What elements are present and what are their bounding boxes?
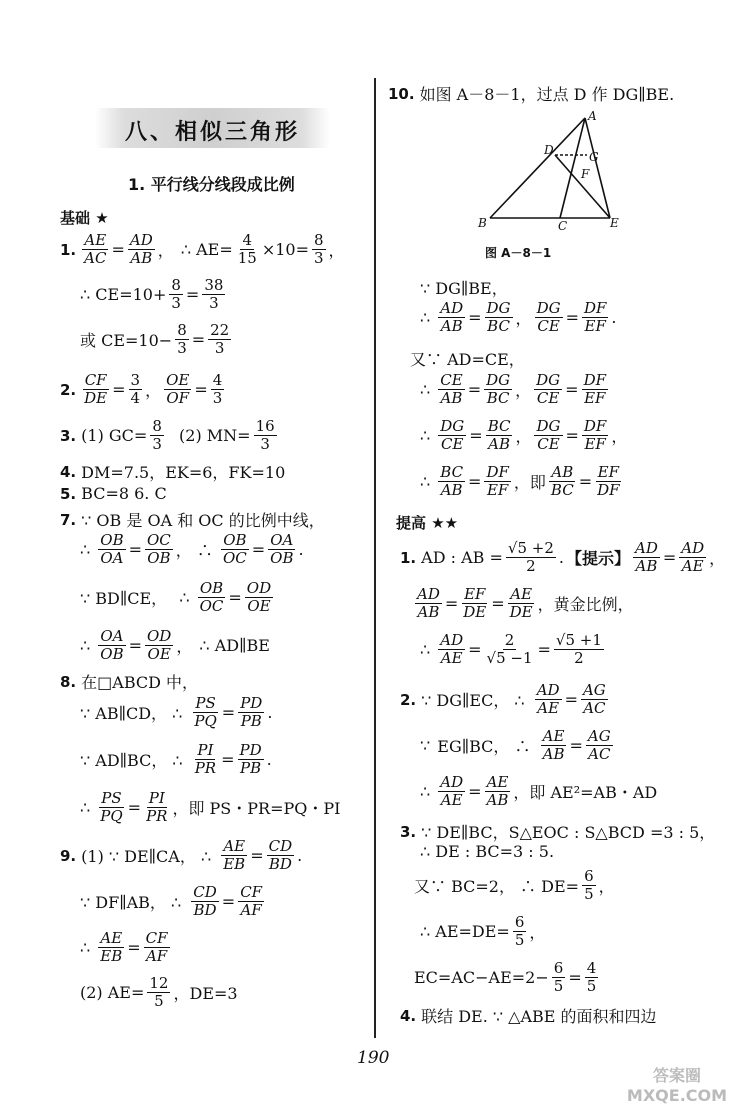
fraction: $\frac{PD}{PB}$ [240, 694, 263, 730]
q5-q6: 5. BC=8 6. C [60, 484, 167, 503]
q8-line2: ∵ AB∥CD， ∴ $\frac{PS}{PQ}$ = $\frac{PD}{PB}$ . [80, 694, 273, 730]
fraction: $\frac{DG}{BC}$ [486, 299, 511, 335]
fraction: $\frac{CD}{BD}$ [268, 837, 293, 873]
fraction: $\frac{38}{3}$ [204, 276, 224, 312]
fraction: $\frac{√5 +1}{2}$ [555, 631, 602, 667]
point-g-label: G [589, 150, 599, 164]
fraction: $\frac{6}{5}$ [514, 913, 525, 949]
q1-line2: ∴ CE=10+ $\frac{8}{3}$ = $\frac{38}{3}$ [80, 276, 224, 312]
fraction: $\frac{PS}{PQ}$ [194, 694, 217, 730]
fraction: $\frac{2}{√5 -1}$ [486, 631, 533, 667]
q7-line3: ∵ BD∥CE， ∴ $\frac{OB}{OC}$ = $\frac{OD}{OE}$ [80, 579, 272, 615]
q2: 2. $\frac{CF}{DE}$ = $\frac{3}{4}$ ， $\frac{OE}{OF}$ = $\frac{4}{3}$ [60, 371, 223, 407]
fraction: $\frac{AD}{AB}$ [440, 299, 464, 335]
fraction: $\frac{EF}{DF}$ [597, 463, 620, 499]
fraction: $\frac{DG}{BC}$ [486, 371, 511, 407]
fraction: $\frac{DF}{EF}$ [583, 417, 607, 453]
fraction: $\frac{PI}{PR}$ [194, 741, 217, 777]
chapter-title-banner [95, 108, 330, 148]
fraction: $\frac{AE}{AB}$ [542, 727, 565, 763]
point-a-label: A [588, 110, 597, 123]
fraction: $\frac{OB}{OA}$ [100, 531, 124, 567]
fraction: $\frac{8}{3}$ [171, 276, 181, 312]
fraction: $\frac{16}{3}$ [255, 417, 275, 453]
fraction: $\frac{8}{3}$ [313, 231, 324, 267]
point-e-label: E [610, 216, 619, 230]
point-b-label: B [478, 216, 487, 230]
fraction: $\frac{AG}{AC}$ [587, 727, 611, 763]
fraction: $\frac{CF}{DE}$ [84, 371, 108, 407]
fraction: $\frac{CD}{BD}$ [193, 883, 217, 919]
fraction: $\frac{AD}{AB}$ [417, 585, 440, 621]
a3-line1: 3. ∵ DE∥BC，S△EOC : S△BCD =3 : 5， [400, 822, 716, 842]
fraction: $\frac{CF}{AF}$ [240, 883, 263, 919]
fraction: $\frac{DG}{CE}$ [536, 371, 561, 407]
q8-line3: ∵ AD∥BC， ∴ $\frac{PI}{PR}$ = $\frac{PD}{PB}$ . [80, 741, 272, 777]
fraction: $\frac{CE}{AB}$ [440, 371, 463, 407]
point-f-label: F [581, 167, 590, 181]
section-title: 1. 平行线分线段成比例 [128, 175, 295, 194]
figure-caption: 图 A－8－1 [485, 246, 552, 260]
a2-line2: ∵ EG∥BC， ∴ $\frac{AE}{AB}$ = $\frac{AG}{AC}$ [420, 727, 611, 763]
fraction: $\frac{4}{3}$ [212, 371, 223, 407]
fraction: $\frac{OE}{OF}$ [166, 371, 190, 407]
a2-line3: ∴ $\frac{AD}{AE}$ = $\frac{AE}{AB}$ ，即 AE²=AB・AD [420, 773, 658, 809]
q10-line2: ∴ $\frac{AD}{AB}$ = $\frac{DG}{BC}$ ， $\frac{DG}{CE}$ = $\frac{DF}{EF}$ . [420, 299, 617, 335]
q1-line3: 或 CE=10− $\frac{8}{3}$ = $\frac{22}{3}$ [80, 321, 230, 357]
q4: 4. DM=7.5，EK=6，FK=10 [60, 462, 286, 482]
q1-line1: 1. $\frac{AE}{AC}$ = $\frac{AD}{AB}$ ， ∴ AE= $\frac{4}{15}$ ×10= $\frac{8}{3}$ ， [60, 231, 345, 267]
a1-line1: 1. AD : AB = $\frac{√5 +2}{2}$ . 【提示】 $\frac{AD}{AB}$ = $\frac{AD}{AE}$ ， [400, 539, 726, 575]
fraction: $\frac{6}{5}$ [553, 959, 564, 995]
fraction: $\frac{AE}{DE}$ [509, 585, 533, 621]
fraction: $\frac{OD}{OE}$ [246, 579, 272, 615]
fraction: $\frac{DF}{EF}$ [583, 371, 606, 407]
fraction: $\frac{BC}{AB}$ [440, 463, 464, 499]
q8: 8. 在□ABCD 中， [60, 672, 199, 692]
q8-line4: ∴ $\frac{PS}{PQ}$ = $\frac{PI}{PR}$ ，即 PS・PR=PQ・PI [80, 789, 341, 825]
a3-line3: 又∵ BC=2， ∴ DE= $\frac{6}{5}$ ， [414, 867, 615, 903]
chapter-title: 八、相似三角形 [124, 120, 300, 145]
q7-line4: ∴ $\frac{OA}{OB}$ = $\frac{OD}{OE}$ ， ∴ AD∥BE [80, 627, 270, 663]
fraction: $\frac{AD}{AB}$ [129, 231, 153, 267]
fraction: $\frac{6}{5}$ [584, 867, 594, 903]
a4-line1: 4. 联结 DE. ∵ △ABE 的面积和四边 [400, 1006, 657, 1026]
fraction: $\frac{EF}{DE}$ [463, 585, 487, 621]
frac: $\frac{AE}{AC}$ [84, 231, 107, 267]
fraction: $\frac{4}{5}$ [586, 959, 597, 995]
fraction: $\frac{12}{5}$ [149, 974, 169, 1010]
q9-line3: ∴ $\frac{AE}{EB}$ = $\frac{CF}{AF}$ [80, 929, 168, 965]
fraction: $\frac{OB}{OC}$ [199, 579, 224, 615]
basic-label: 基础 ★ [60, 209, 109, 227]
fraction: $\frac{AD}{AE}$ [440, 773, 464, 809]
a3-line2: ∴ DE : BC=3 : 5. [420, 842, 555, 861]
fraction: $\frac{4}{15}$ [237, 231, 257, 267]
q10-line4: ∴ $\frac{CE}{AB}$ = $\frac{DG}{BC}$ ， $\frac{DG}{CE}$ = $\frac{DF}{EF}$ [420, 371, 606, 407]
fraction: $\frac{AG}{AC}$ [582, 681, 606, 717]
point-c-label: C [558, 219, 568, 233]
q10-line5: ∴ $\frac{DG}{CE}$ = $\frac{BC}{AB}$ ， $\frac{DG}{CE}$ = $\frac{DF}{EF}$ ， [420, 417, 628, 453]
a2-line1: 2. ∵ DG∥EC， ∴ $\frac{AD}{AE}$ = $\frac{AG}{AC}$ [400, 681, 606, 717]
fraction: $\frac{DF}{EF}$ [486, 463, 509, 499]
figure-a-8-1 [470, 110, 630, 235]
q7-line2: ∴ $\frac{OB}{OA}$ = $\frac{OC}{OB}$ ， ∴ $\frac{OB}{OC}$ = $\frac{OA}{OB}$ . [80, 531, 304, 567]
fraction: $\frac{PD}{PB}$ [239, 741, 262, 777]
fraction: $\frac{8}{3}$ [177, 321, 187, 357]
fraction: $\frac{DF}{EF}$ [583, 299, 607, 335]
q10-line6: ∴ $\frac{BC}{AB}$ = $\frac{DF}{EF}$ ，即 $\frac{AB}{BC}$ = $\frac{EF}{DF}$ [420, 463, 620, 499]
fraction: $\frac{AE}{AB}$ [486, 773, 509, 809]
q7: 7. ∵ OB 是 OA 和 OC 的比例中线， [60, 510, 325, 530]
fraction: $\frac{PI}{PR}$ [146, 789, 168, 825]
fraction: $\frac{AD}{AB}$ [634, 539, 658, 575]
fraction: $\frac{CF}{AF}$ [145, 929, 168, 965]
q9: 9. (1) ∵ DE∥CA， ∴ $\frac{AE}{EB}$ = $\frac{CD}{BD}$ . [60, 837, 303, 873]
fraction: $\frac{OA}{OB}$ [270, 531, 294, 567]
q9-line4: (2) AE= $\frac{12}{5}$ ，DE=3 [80, 974, 238, 1010]
fraction: $\frac{DG}{CE}$ [440, 417, 465, 453]
column-divider [374, 78, 376, 1038]
fraction: $\frac{AE}{EB}$ [223, 837, 246, 873]
advanced-label: 提高 ★★ [396, 514, 459, 532]
page-number: 190 [357, 1048, 390, 1068]
q3: 3. (1) GC= $\frac{8}{3}$ (2) MN= $\frac{16}{3}$ [60, 417, 275, 453]
q10: 10. 如图 A－8－1，过点 D 作 DG∥BE. [388, 84, 675, 104]
fraction: $\frac{OA}{OB}$ [100, 627, 124, 663]
fraction: $\frac{22}{3}$ [210, 321, 230, 357]
fraction: $\frac{8}{3}$ [152, 417, 162, 453]
point-d-label: D [544, 143, 554, 157]
q9-line2: ∵ DF∥AB， ∴ $\frac{CD}{BD}$ = $\frac{CF}{AF}$ [80, 883, 263, 919]
fraction: $\frac{3}{4}$ [130, 371, 141, 407]
fraction: $\frac{AB}{BC}$ [550, 463, 574, 499]
fraction: $\frac{DG}{CE}$ [536, 299, 561, 335]
fraction: $\frac{OC}{OB}$ [147, 531, 171, 567]
fraction: $\frac{PS}{PQ}$ [100, 789, 123, 825]
fraction: $\frac{AD}{AE}$ [681, 539, 705, 575]
fraction: $\frac{AE}{EB}$ [100, 929, 123, 965]
fraction: $\frac{OD}{OE}$ [147, 627, 172, 663]
fraction: $\frac{√5 +2}{2}$ [507, 539, 554, 575]
q10-line3: 又∵ AD=CE， [410, 350, 525, 369]
fraction: $\frac{AD}{AE}$ [440, 631, 464, 667]
watermark: 答案圈 MXQE.COM [626, 1066, 728, 1105]
fraction: $\frac{BC}{AB}$ [487, 417, 511, 453]
fraction: $\frac{AD}{AE}$ [536, 681, 560, 717]
fraction: $\frac{OB}{OC}$ [222, 531, 247, 567]
a1-line2: $\frac{AD}{AB}$ = $\frac{EF}{DE}$ = $\frac{AE}{DE}$ ，黄金比例， [417, 585, 634, 621]
a3-line5: EC=AC−AE=2− $\frac{6}{5}$ = $\frac{4}{5}$ [414, 959, 597, 995]
a3-line4: ∴ AE=DE= $\frac{6}{5}$ ， [420, 913, 546, 949]
q10-line1: ∵ DG∥BE， [420, 279, 508, 298]
a1-line3: ∴ $\frac{AD}{AE}$ = $\frac{2}{√5 -1}$ = $\frac{√5 +1}{2}$ [420, 631, 602, 667]
fraction: $\frac{DG}{CE}$ [536, 417, 561, 453]
